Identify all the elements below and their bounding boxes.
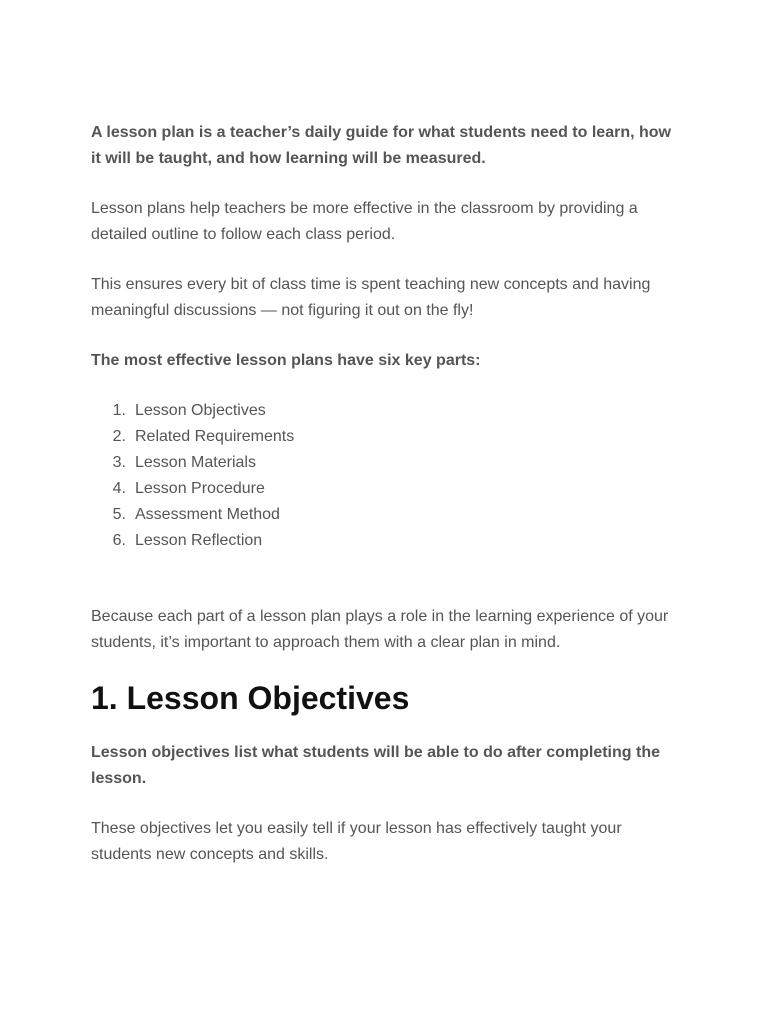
list-item-label: Lesson Materials <box>135 454 256 471</box>
list-item-number: 1. <box>112 402 126 419</box>
list-item <box>91 528 681 554</box>
paragraph-effectiveness: Lesson plans help teachers be more effective in the classroom by providing a detailed outline to follow each class period. <box>91 200 638 243</box>
list-item <box>91 450 681 476</box>
list-item <box>91 424 681 450</box>
list-item-label: Lesson Objectives <box>135 402 266 419</box>
intro-summary: A lesson plan is a teacher’s daily guide for what students need to learn, how it will be taught, and how learning will be measured. <box>91 124 671 167</box>
section-heading-lesson-objectives: 1. Lesson Objectives <box>91 680 410 716</box>
list-item-number: 4. <box>112 480 126 497</box>
section-paragraph: These objectives let you easily tell if your lesson has effectively taught your students new concepts and skills. <box>91 820 622 863</box>
list-item-label: Assessment Method <box>135 506 280 523</box>
list-item <box>91 502 681 528</box>
list-item-number: 5. <box>112 506 126 523</box>
list-item <box>91 398 681 424</box>
list-item <box>91 476 681 502</box>
paragraph-class-time: This ensures every bit of class time is spent teaching new concepts and having meaningful discussions — not figuring it out on the fly! <box>91 276 651 319</box>
parts-heading: The most effective lesson plans have six key parts: <box>91 352 481 369</box>
parts-list-wrapper <box>91 398 681 554</box>
list-item-label: Lesson Reflection <box>135 532 263 549</box>
paragraph-approach: Because each part of a lesson plan plays a role in the learning experience of your students, it’s important to approach them with a clear plan in mind. <box>91 608 669 651</box>
list-item-label: Related Requirements <box>135 428 295 445</box>
list-item-number: 3. <box>112 454 126 471</box>
list-item-number: 6. <box>112 532 126 549</box>
section-lead: Lesson objectives list what students will be able to do after completing the lesson. <box>91 744 660 787</box>
article-body <box>91 120 681 868</box>
list-item-label: Lesson Procedure <box>135 480 265 497</box>
list-item-number: 2. <box>112 428 126 445</box>
lesson-parts-list <box>91 398 681 554</box>
